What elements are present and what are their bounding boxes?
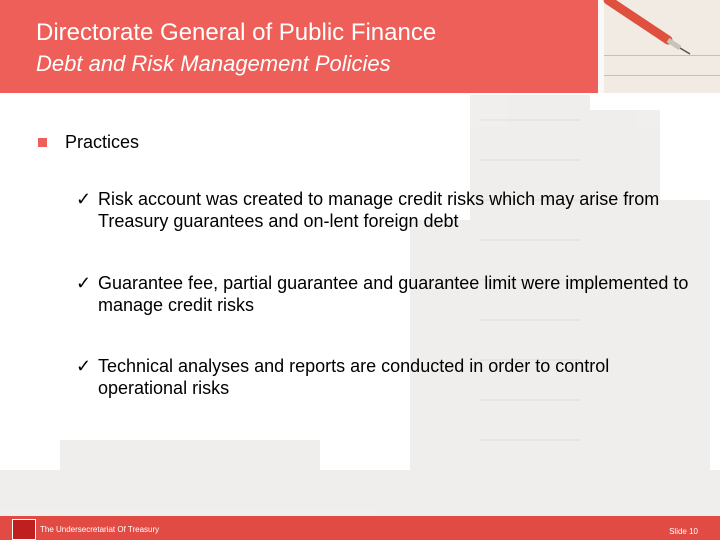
main-bullet bbox=[38, 132, 139, 153]
checkmark-icon: ✓ bbox=[76, 189, 92, 209]
pen-and-ruler-photo bbox=[598, 0, 720, 93]
checkmark-icon: ✓ bbox=[76, 273, 92, 293]
list-item bbox=[76, 355, 696, 399]
list-item-text: Risk account was created to manage credit risks which may arise from Treasury guarantees and on-lent foreign debt bbox=[98, 189, 660, 231]
list-item-text: Guarantee fee, partial guarantee and guarantee limit were implemented to manage credit risks bbox=[98, 273, 689, 315]
checkmark-icon: ✓ bbox=[76, 356, 92, 376]
treasury-logo-icon bbox=[12, 519, 36, 540]
footer-organization: The Undersecretariat Of Treasury bbox=[40, 525, 160, 534]
list-item bbox=[76, 188, 696, 232]
slide-number: Slide 10 bbox=[669, 527, 698, 536]
main-bullet-text: Practices bbox=[65, 132, 140, 152]
slide-title: Directorate General of Public Finance bbox=[36, 19, 437, 46]
list-item bbox=[76, 272, 696, 316]
list-item-text: Technical analyses and reports are conducted in order to control operational risks bbox=[98, 356, 610, 398]
slide-subtitle: Debt and Risk Management Policies bbox=[36, 51, 391, 76]
square-bullet-icon bbox=[38, 138, 47, 147]
